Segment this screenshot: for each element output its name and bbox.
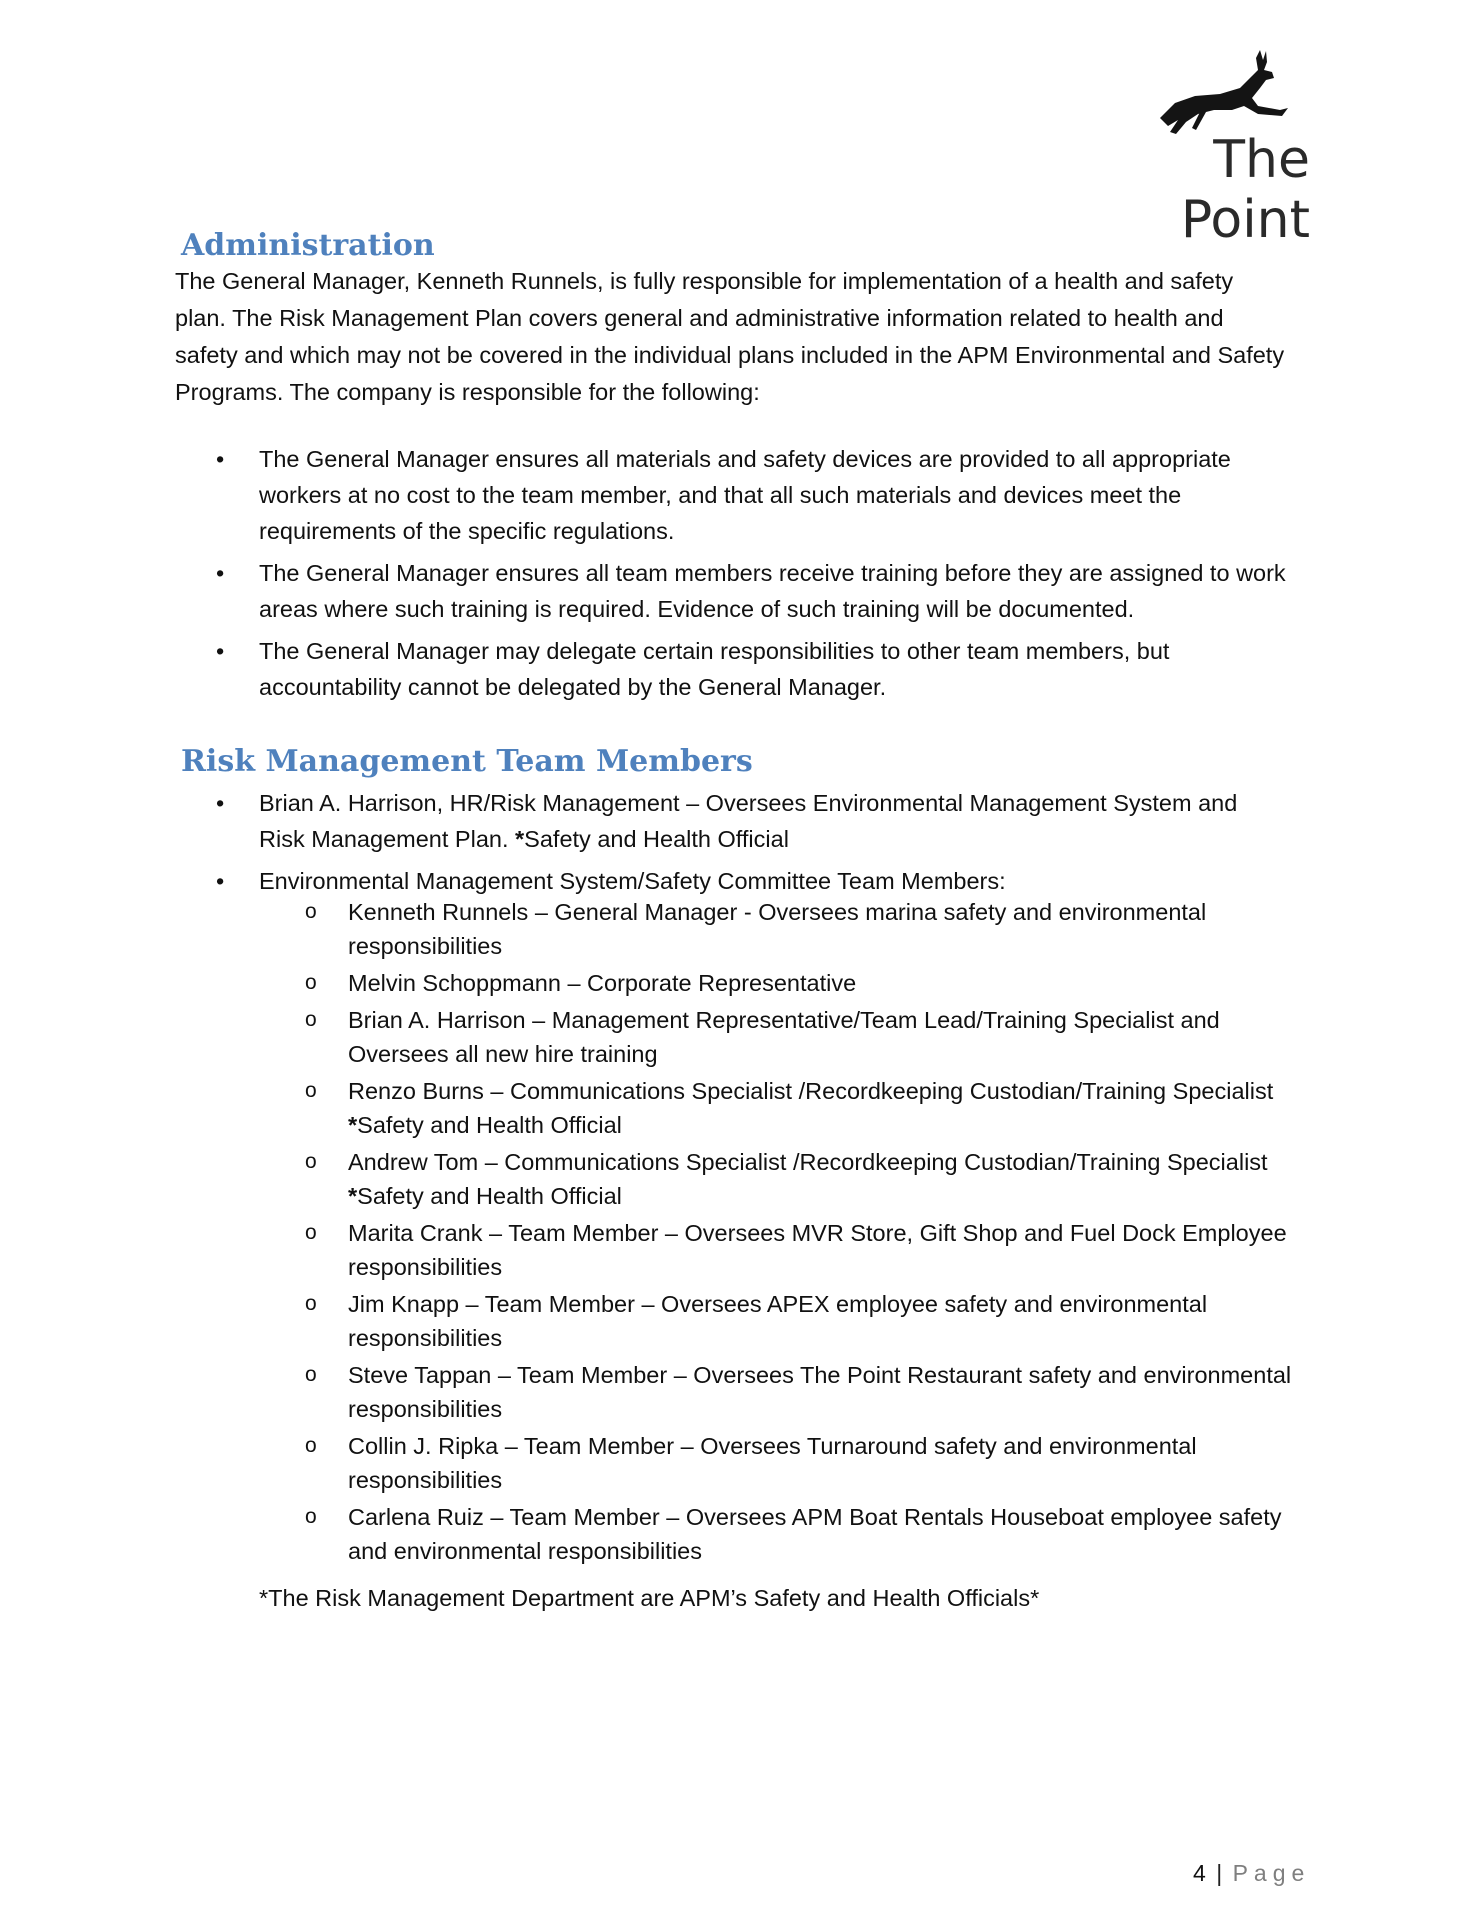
circle-bullet-icon: o	[305, 1079, 317, 1102]
circle-bullet-icon: o	[305, 1363, 317, 1386]
circle-bullet-icon: o	[305, 900, 317, 923]
bullet-icon: •	[216, 868, 225, 894]
member-item: o Brian A. Harrison – Management Representative/Team Lead/Training Specialist and Oversees all new hire training	[0, 1003, 1298, 1071]
bullet-icon: •	[216, 790, 225, 816]
administration-paragraph: The General Manager, Kenneth Runnels, is fully responsible for implementation of a health and safety plan. The Risk Management Plan covers general and administrative information related to health and safety and which may not be covered in the individual plans included in the APM Environmental and Safety Programs. The company is responsible for the following:	[175, 268, 1285, 405]
bullet-icon: •	[216, 638, 225, 664]
circle-bullet-icon: o	[305, 1505, 317, 1528]
member-item: o Melvin Schoppmann – Corporate Representative	[0, 966, 1298, 1000]
leaping-deer-icon	[1140, 48, 1290, 143]
list-item: • The General Manager may delegate certain responsibilities to other team members, but accountability cannot be delegated by the General Manager.	[0, 633, 1289, 705]
member-item: o Kenneth Runnels – General Manager - Oversees marina safety and environmental responsibilities	[0, 895, 1298, 963]
list-item: • The General Manager ensures all team members receive training before they are assigned to work areas where such training is required. Evidence of such training will be documented.	[0, 555, 1289, 627]
page-number: 4 | Page	[1193, 1860, 1311, 1886]
list-item: • Brian A. Harrison, HR/Risk Management – Oversees Environmental Management System and Risk Management Plan. *Safety and Health Official	[0, 785, 1289, 857]
responsibilities-list	[0, 441, 1289, 705]
member-item: o Steve Tappan – Team Member – Oversees The Point Restaurant safety and environmental responsibilities	[0, 1358, 1298, 1426]
administration-heading: Administration	[181, 228, 435, 263]
team-list	[0, 785, 1289, 905]
team-heading: Risk Management Team Members	[181, 744, 753, 779]
member-item: o Marita Crank – Team Member – Oversees MVR Store, Gift Shop and Fuel Dock Employee responsibilities	[0, 1216, 1298, 1284]
circle-bullet-icon: o	[305, 971, 317, 994]
member-item: o Jim Knapp – Team Member – Oversees APEX employee safety and environmental responsibilities	[0, 1287, 1298, 1355]
circle-bullet-icon: o	[305, 1434, 317, 1457]
footnote: *The Risk Management Department are APM’s Safety and Health Officials*	[259, 1585, 1040, 1611]
member-item: o Andrew Tom – Communications Specialist /Recordkeeping Custodian/Training Specialist *Safety and Health Official	[0, 1145, 1298, 1213]
circle-bullet-icon: o	[305, 1008, 317, 1031]
bullet-icon: •	[216, 446, 225, 472]
member-item: o Carlena Ruiz – Team Member – Oversees APM Boat Rentals Houseboat employee safety and environmental responsibilities	[0, 1500, 1298, 1568]
circle-bullet-icon: o	[305, 1292, 317, 1315]
member-item: o Renzo Burns – Communications Specialist /Recordkeeping Custodian/Training Specialist *Safety and Health Official	[0, 1074, 1298, 1142]
committee-members-list	[0, 895, 1298, 1571]
circle-bullet-icon: o	[305, 1221, 317, 1244]
list-item: • The General Manager ensures all materials and safety devices are provided to all appropriate workers at no cost to the team member, and that all such materials and devices meet the requirements of the specific regulations.	[0, 441, 1289, 549]
bullet-icon: •	[216, 560, 225, 586]
the-point-logo	[1080, 48, 1310, 250]
list-item: • Environmental Management System/Safety Committee Team Members:	[0, 863, 1289, 899]
member-item: o Collin J. Ripka – Team Member – Oversees Turnaround safety and environmental responsibilities	[0, 1429, 1298, 1497]
logo-text: The Point	[1180, 130, 1310, 250]
circle-bullet-icon: o	[305, 1150, 317, 1173]
